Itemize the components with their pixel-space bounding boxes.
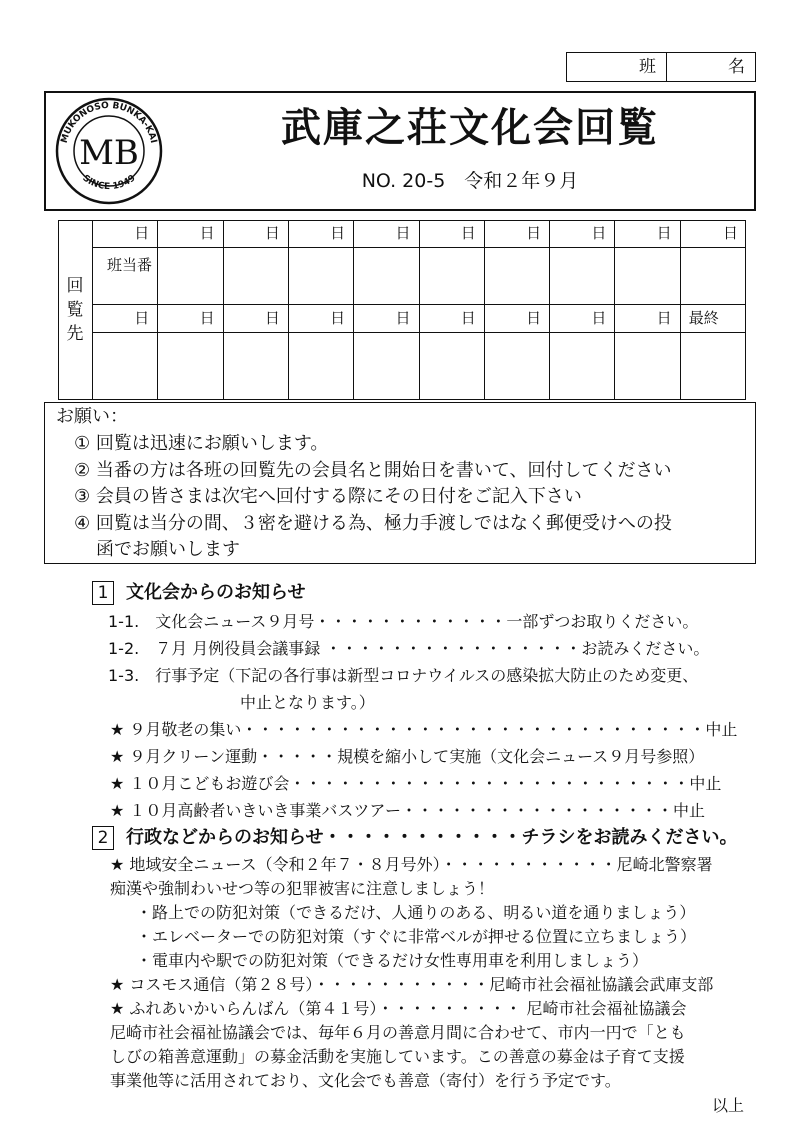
side-label-char: 覧 (66, 300, 84, 320)
section2-line: 尼崎市社会福祉協議会では、毎年６月の善意月間に合わせて、市内一円で「とも (110, 1023, 686, 1042)
entry-cell (550, 333, 615, 400)
logo-center-text: MB (79, 133, 139, 173)
entry-cell (158, 333, 223, 400)
circulation-grid (93, 220, 746, 400)
section1-line: 1-1. 文化会ニュース９月号・・・・・・・・・・・・一部ずつお取りください。 (108, 612, 699, 631)
section2-line: ★ ふれあいかいらんばん（第４１号）・・・・・・・・・ 尼崎市社会福祉協議会 (110, 999, 687, 1018)
day-cell: 日 (354, 220, 419, 248)
event-item: ★ １０月こどもお遊び会・・・・・・・・・・・・・・・・・・・・・・・・・中止 (110, 774, 722, 793)
day-cell: 日 (354, 305, 419, 333)
notice-list (74, 431, 754, 564)
event-item: ★ ９月敬老の集い・・・・・・・・・・・・・・・・・・・・・・・・・・・・・中止 (110, 720, 738, 739)
notice-item: ② 当番の方は各班の回覧先の会員名と開始日を書いて、回付してください (74, 459, 672, 481)
entry-cell (420, 333, 485, 400)
section2-heading (92, 825, 737, 851)
entry-cell (158, 248, 223, 305)
event-item: ★ １０月高齢者いきいき事業バスツアー・・・・・・・・・・・・・・・・・中止 (110, 801, 705, 820)
section1-number: 1 (92, 581, 114, 605)
section2-line: ・電車内や駅での防犯対策（できるだけ女性専用車を利用しましょう） (136, 951, 649, 970)
section2-line: ・路上での防犯対策（できるだけ、人通りのある、明るい道を通りましょう） (136, 903, 696, 922)
notice-item: ① 回覧は迅速にお願いします。 (74, 433, 329, 454)
entry-cell (354, 333, 419, 400)
day-cell: 日 (289, 220, 354, 248)
mb-logo (54, 96, 164, 206)
entry-cell (485, 248, 550, 305)
entry-cell (550, 248, 615, 305)
han-name-box (566, 52, 756, 82)
closing-text: 以上 (712, 1096, 745, 1115)
day-cell: 日 (224, 305, 289, 333)
section2-line: しびの箱善意運動」の募金活動を実施しています。この善意の募金は子育て支援 (110, 1047, 685, 1066)
day-cell: 日 (615, 220, 680, 248)
section1-line-continuation: 中止となります。） (240, 693, 375, 712)
section1-line: 1-2. ７月 月例役員会議事録 ・・・・・・・・・・・・・・・・お読みください。 (108, 639, 710, 658)
notice-item-continuation: 函でお願いします (96, 539, 240, 560)
entry-cell (681, 333, 746, 400)
side-label-char: 先 (66, 324, 84, 344)
section2-number: 2 (92, 826, 114, 850)
section1-title: 文化会からのお知らせ (126, 582, 306, 603)
side-label-char: 回 (66, 276, 84, 296)
day-cell: 日 (420, 220, 485, 248)
day-cell: 日 (681, 220, 746, 248)
notice-heading: お願い： (56, 406, 128, 427)
day-cell: 日 (485, 220, 550, 248)
han-label: 班 (567, 53, 667, 81)
name-label: 名 (728, 57, 745, 77)
entry-cell (224, 248, 289, 305)
circulation-side-label (58, 220, 93, 400)
logo-top-text: MUKONOSO BUNKA-KAI (59, 100, 159, 145)
notice-item: ④ 回覧は当分の間、３密を避ける為、極力手渡しではなく郵便受けへの投 (74, 512, 672, 534)
entry-cell (615, 248, 680, 305)
entry-cell (485, 333, 550, 400)
entry-cell (289, 248, 354, 305)
section2-line: ★ 地域安全ニュース（令和２年７・８月号外）・・・・・・・・・・・尼崎北警察署 (110, 855, 713, 874)
day-cell: 日 (158, 305, 223, 333)
entry-cell (420, 248, 485, 305)
entry-cell (289, 333, 354, 400)
day-cell: 日 (93, 305, 158, 333)
section1-heading (92, 580, 305, 606)
entry-cell (224, 333, 289, 400)
section1-line: 1-3. 行事予定（下記の各行事は新型コロナウイルスの感染拡大防止のため変更、 (108, 666, 699, 685)
issue-number: NO. 20-5 令和２年９月 (361, 170, 579, 192)
day-cell: 日 (550, 305, 615, 333)
day-cell: 日 (615, 305, 680, 333)
entry-cell (354, 248, 419, 305)
logo-bottom-text: SINCE 1949 (80, 173, 138, 193)
section2-line: ★ コスモス通信（第２８号）・・・・・・・・・・・尼崎市社会福祉協議会武庫支部 (110, 975, 714, 994)
day-cell: 日 (420, 305, 485, 333)
entry-cell (615, 333, 680, 400)
section2-line: 事業他等に活用されており、文化会でも善意（寄付）を行う予定です。 (110, 1071, 621, 1090)
day-cell: 日 (158, 220, 223, 248)
event-item: ★ ９月クリーン運動・・・・・規模を縮小して実施（文化会ニュース９月号参照） (110, 747, 705, 766)
day-cell: 日 (485, 305, 550, 333)
svg-text:SINCE 1949 (80, 173, 137, 192)
page-title: 武庫之荘文化会回覧 (281, 105, 659, 151)
day-cell: 日 (289, 305, 354, 333)
day-cell: 日 (93, 220, 158, 248)
notice-item: ③ 会員の皆さまは次宅へ回付する際にその日付をご記入下さい (74, 486, 582, 507)
entry-cell (681, 248, 746, 305)
section2-title: 行政などからのお知らせ・・・・・・・・・・・チラシをお読みください。 (126, 827, 738, 848)
last-cell: 最終 (681, 305, 746, 333)
entry-cell (93, 333, 158, 400)
han-touban-cell: 班当番 (93, 248, 158, 305)
section2-line: ・エレベーターでの防犯対策（すぐに非常ベルが押せる位置に立ちましょう） (136, 927, 697, 946)
day-cell: 日 (224, 220, 289, 248)
section2-line: 痴漢や強制わいせつ等の犯罪被害に注意しましょう！ (110, 879, 495, 898)
day-cell: 日 (550, 220, 615, 248)
